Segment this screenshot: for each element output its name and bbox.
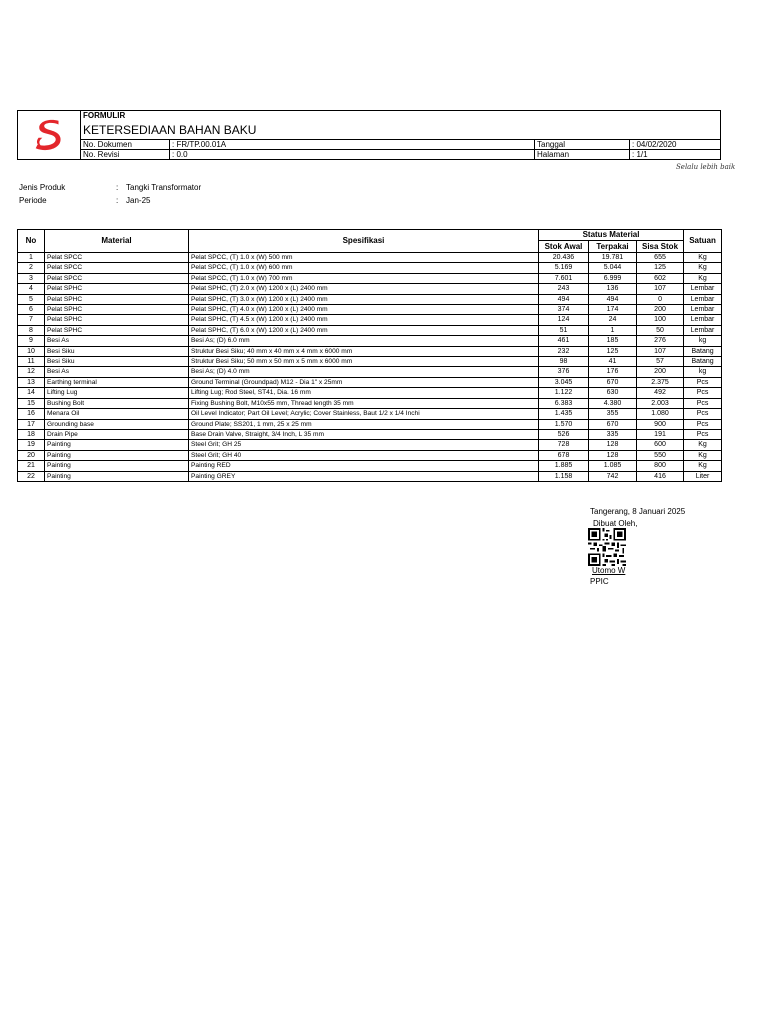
cell-stok-awal: 1.122	[539, 388, 589, 398]
cell-material: Pelat SPCC	[45, 273, 189, 283]
cell-spesifikasi: Pelat SPCC, (T) 1.0 x (W) 700 mm	[189, 273, 539, 283]
cell-no: 20	[18, 450, 45, 460]
cell-satuan: Lembar	[684, 294, 722, 304]
cell-material: Drain Pipe	[45, 429, 189, 439]
cell-stok-awal: 243	[539, 284, 589, 294]
date-value: : 04/02/2020	[630, 140, 721, 150]
table-row	[18, 367, 722, 377]
form-label: FORMULIR	[81, 111, 721, 121]
cell-material: Pelat SPHC	[45, 294, 189, 304]
cell-satuan: Pcs	[684, 398, 722, 408]
rev-value: : 0.0	[170, 150, 535, 160]
cell-sisa-stok: 57	[637, 357, 684, 367]
cell-material: Pelat SPHC	[45, 284, 189, 294]
cell-terpakai: 136	[589, 284, 637, 294]
cell-terpakai: 125	[589, 346, 637, 356]
cell-terpakai: 176	[589, 367, 637, 377]
cell-terpakai: 4.380	[589, 398, 637, 408]
cell-sisa-stok: 107	[637, 284, 684, 294]
cell-material: Grounding base	[45, 419, 189, 429]
cell-stok-awal: 7.601	[539, 273, 589, 283]
cell-material: Painting	[45, 461, 189, 471]
cell-terpakai: 19.781	[589, 253, 637, 263]
cell-spesifikasi: Oil Level Indicator; Part Oil Level; Acrylic; Cover Stainless, Baut 1/2 x 1/4 Inchi	[189, 409, 539, 419]
cell-sisa-stok: 107	[637, 346, 684, 356]
cell-material: Painting	[45, 471, 189, 481]
product-value: Tangki Transformator	[126, 183, 202, 192]
cell-material: Besi Siku	[45, 346, 189, 356]
cell-spesifikasi: Besi As; (D) 4.0 mm	[189, 367, 539, 377]
cell-no: 8	[18, 325, 45, 335]
cell-sisa-stok: 200	[637, 305, 684, 315]
cell-no: 15	[18, 398, 45, 408]
cell-no: 1	[18, 253, 45, 263]
cell-material: Besi As	[45, 367, 189, 377]
col-header-satuan: Satuan	[684, 230, 722, 253]
company-s-logo-icon	[30, 115, 68, 153]
cell-sisa-stok: 550	[637, 450, 684, 460]
cell-terpakai: 742	[589, 471, 637, 481]
cell-terpakai: 174	[589, 305, 637, 315]
cell-terpakai: 335	[589, 429, 637, 439]
table-row	[18, 409, 722, 419]
table-row	[18, 346, 722, 356]
cell-spesifikasi: Base Drain Valve, Straight, 3/4 Inch, L 35 mm	[189, 429, 539, 439]
cell-material: Besi Siku	[45, 357, 189, 367]
cell-stok-awal: 124	[539, 315, 589, 325]
cell-satuan: Pcs	[684, 419, 722, 429]
cell-sisa-stok: 900	[637, 419, 684, 429]
doc-no-label: No. Dokumen	[81, 140, 170, 150]
cell-spesifikasi: Pelat SPHC, (T) 2.0 x (W) 1200 x (L) 2400 mm	[189, 284, 539, 294]
col-header-no: No	[18, 230, 45, 253]
cell-spesifikasi: Pelat SPCC, (T) 1.0 x (W) 500 mm	[189, 253, 539, 263]
cell-satuan: kg	[684, 367, 722, 377]
table-row	[18, 419, 722, 429]
cell-spesifikasi: Pelat SPHC, (T) 3.0 x (W) 1200 x (L) 2400 mm	[189, 294, 539, 304]
table-row	[18, 294, 722, 304]
cell-spesifikasi: Pelat SPHC, (T) 4.0 x (W) 1200 x (L) 2400 mm	[189, 305, 539, 315]
cell-sisa-stok: 200	[637, 367, 684, 377]
cell-spesifikasi: Struktur Besi Siku; 40 mm x 40 mm x 4 mm x 6000 mm	[189, 346, 539, 356]
cell-satuan: Lembar	[684, 284, 722, 294]
cell-satuan: Lembar	[684, 305, 722, 315]
made-by-label: Dibuat Oleh,	[593, 519, 638, 528]
cell-sisa-stok: 2.003	[637, 398, 684, 408]
cell-stok-awal: 678	[539, 450, 589, 460]
cell-material: Pelat SPHC	[45, 305, 189, 315]
cell-spesifikasi: Pelat SPHC, (T) 4.5 x (W) 1200 x (L) 2400 mm	[189, 315, 539, 325]
cell-terpakai: 630	[589, 388, 637, 398]
period-value: Jan-25	[126, 196, 151, 205]
cell-stok-awal: 1.885	[539, 461, 589, 471]
cell-terpakai: 494	[589, 294, 637, 304]
cell-satuan: Kg	[684, 273, 722, 283]
table-row	[18, 336, 722, 346]
place-date: Tangerang, 8 Januari 2025	[590, 507, 686, 516]
motto-text: Selalu lebih baik	[676, 163, 736, 171]
cell-satuan: Pcs	[684, 377, 722, 387]
cell-stok-awal: 494	[539, 294, 589, 304]
cell-material: Besi As	[45, 336, 189, 346]
cell-sisa-stok: 416	[637, 471, 684, 481]
table-row	[18, 429, 722, 439]
table-row	[18, 263, 722, 273]
cell-material: Pelat SPHC	[45, 315, 189, 325]
cell-satuan: Kg	[684, 461, 722, 471]
cell-sisa-stok: 191	[637, 429, 684, 439]
cell-stok-awal: 526	[539, 429, 589, 439]
cell-stok-awal: 20.436	[539, 253, 589, 263]
cell-spesifikasi: Pelat SPHC, (T) 6.0 x (W) 1200 x (L) 2400 mm	[189, 325, 539, 335]
cell-spesifikasi: Pelat SPCC, (T) 1.0 x (W) 600 mm	[189, 263, 539, 273]
cell-no: 17	[18, 419, 45, 429]
table-row	[18, 377, 722, 387]
cell-stok-awal: 1.435	[539, 409, 589, 419]
product-colon: :	[116, 183, 119, 192]
cell-sisa-stok: 0	[637, 294, 684, 304]
material-table	[17, 229, 722, 482]
cell-no: 11	[18, 357, 45, 367]
cell-spesifikasi: Ground Plate; SS201, 1 mm, 25 x 25 mm	[189, 419, 539, 429]
cell-satuan: Batang	[684, 346, 722, 356]
cell-sisa-stok: 125	[637, 263, 684, 273]
cell-stok-awal: 98	[539, 357, 589, 367]
cell-material: Pelat SPCC	[45, 253, 189, 263]
cell-stok-awal: 728	[539, 440, 589, 450]
cell-terpakai: 355	[589, 409, 637, 419]
cell-material: Bushing Bolt	[45, 398, 189, 408]
cell-satuan: Kg	[684, 450, 722, 460]
cell-stok-awal: 51	[539, 325, 589, 335]
cell-material: Earthing terminal	[45, 377, 189, 387]
col-header-spesifikasi: Spesifikasi	[189, 230, 539, 253]
cell-stok-awal: 461	[539, 336, 589, 346]
cell-sisa-stok: 1.080	[637, 409, 684, 419]
cell-satuan: Lembar	[684, 315, 722, 325]
cell-no: 14	[18, 388, 45, 398]
cell-spesifikasi: Steel Grit; GH 40	[189, 450, 539, 460]
cell-stok-awal: 374	[539, 305, 589, 315]
cell-sisa-stok: 50	[637, 325, 684, 335]
cell-satuan: Liter	[684, 471, 722, 481]
cell-terpakai: 24	[589, 315, 637, 325]
page-label: Halaman	[535, 150, 630, 160]
cell-sisa-stok: 492	[637, 388, 684, 398]
cell-no: 12	[18, 367, 45, 377]
cell-spesifikasi: Ground Terminal (Groundpad) M12 - Dia 1" x 25mm	[189, 377, 539, 387]
cell-no: 13	[18, 377, 45, 387]
col-header-status-material: Status Material	[539, 230, 684, 241]
col-header-terpakai: Terpakai	[589, 241, 637, 253]
cell-no: 2	[18, 263, 45, 273]
cell-terpakai: 670	[589, 419, 637, 429]
rev-label: No. Revisi	[81, 150, 170, 160]
cell-terpakai: 185	[589, 336, 637, 346]
qr-code-icon	[588, 528, 626, 566]
cell-no: 18	[18, 429, 45, 439]
cell-satuan: Kg	[684, 263, 722, 273]
cell-no: 7	[18, 315, 45, 325]
cell-no: 4	[18, 284, 45, 294]
table-row	[18, 325, 722, 335]
period-label: Periode	[19, 196, 47, 205]
cell-stok-awal: 1.158	[539, 471, 589, 481]
doc-no-value: : FR/TP.00.01A	[170, 140, 535, 150]
cell-terpakai: 128	[589, 450, 637, 460]
cell-satuan: Batang	[684, 357, 722, 367]
table-body	[18, 253, 722, 482]
cell-spesifikasi: Painting RED	[189, 461, 539, 471]
logo-cell	[18, 111, 81, 160]
table-row	[18, 398, 722, 408]
page-title: KETERSEDIAAN BAHAN BAKU	[81, 121, 721, 140]
cell-material: Painting	[45, 450, 189, 460]
table-row	[18, 273, 722, 283]
date-label: Tanggal	[535, 140, 630, 150]
cell-terpakai: 6.999	[589, 273, 637, 283]
cell-terpakai: 128	[589, 440, 637, 450]
cell-no: 21	[18, 461, 45, 471]
col-header-material: Material	[45, 230, 189, 253]
table-row	[18, 450, 722, 460]
period-colon: :	[116, 196, 119, 205]
cell-satuan: Pcs	[684, 388, 722, 398]
cell-material: Pelat SPHC	[45, 325, 189, 335]
cell-sisa-stok: 800	[637, 461, 684, 471]
cell-satuan: kg	[684, 336, 722, 346]
table-row	[18, 305, 722, 315]
cell-stok-awal: 232	[539, 346, 589, 356]
cell-terpakai: 5.044	[589, 263, 637, 273]
cell-sisa-stok: 276	[637, 336, 684, 346]
cell-terpakai: 1	[589, 325, 637, 335]
cell-terpakai: 41	[589, 357, 637, 367]
cell-material: Lifting Lug	[45, 388, 189, 398]
signer-name: Utomo W	[592, 566, 626, 575]
form-header	[17, 110, 721, 160]
col-header-sisa-stok: Sisa Stok	[637, 241, 684, 253]
table-row	[18, 284, 722, 294]
col-header-stok-awal: Stok Awal	[539, 241, 589, 253]
cell-satuan: Pcs	[684, 409, 722, 419]
cell-no: 3	[18, 273, 45, 283]
cell-no: 22	[18, 471, 45, 481]
cell-material: Menara Oil	[45, 409, 189, 419]
page-value: : 1/1	[630, 150, 721, 160]
cell-satuan: Pcs	[684, 429, 722, 439]
cell-no: 9	[18, 336, 45, 346]
table-row	[18, 253, 722, 263]
cell-material: Painting	[45, 440, 189, 450]
cell-spesifikasi: Fixing Bushing Bolt, M10x55 mm, Thread length 35 mm	[189, 398, 539, 408]
cell-no: 19	[18, 440, 45, 450]
cell-spesifikasi: Painting GREY	[189, 471, 539, 481]
cell-no: 16	[18, 409, 45, 419]
cell-no: 5	[18, 294, 45, 304]
cell-spesifikasi: Struktur Besi Siku; 50 mm x 50 mm x 5 mm x 6000 mm	[189, 357, 539, 367]
cell-stok-awal: 5.169	[539, 263, 589, 273]
cell-sisa-stok: 602	[637, 273, 684, 283]
cell-terpakai: 1.085	[589, 461, 637, 471]
cell-spesifikasi: Steel Grit; GH 25	[189, 440, 539, 450]
table-row	[18, 440, 722, 450]
table-row	[18, 315, 722, 325]
cell-terpakai: 670	[589, 377, 637, 387]
cell-sisa-stok: 100	[637, 315, 684, 325]
cell-satuan: Kg	[684, 253, 722, 263]
cell-no: 6	[18, 305, 45, 315]
product-label: Jenis Produk	[19, 183, 66, 192]
cell-sisa-stok: 655	[637, 253, 684, 263]
cell-spesifikasi: Besi As; (D) 6.0 mm	[189, 336, 539, 346]
cell-stok-awal: 1.570	[539, 419, 589, 429]
cell-sisa-stok: 600	[637, 440, 684, 450]
cell-material: Pelat SPCC	[45, 263, 189, 273]
cell-satuan: Lembar	[684, 325, 722, 335]
table-row	[18, 388, 722, 398]
cell-stok-awal: 3.045	[539, 377, 589, 387]
cell-no: 10	[18, 346, 45, 356]
cell-sisa-stok: 2.375	[637, 377, 684, 387]
cell-stok-awal: 376	[539, 367, 589, 377]
table-row	[18, 461, 722, 471]
cell-satuan: Kg	[684, 440, 722, 450]
cell-spesifikasi: Lifting Lug; Rod Steel, ST41, Dia. 16 mm	[189, 388, 539, 398]
cell-stok-awal: 6.383	[539, 398, 589, 408]
signer-role: PPIC	[590, 577, 609, 586]
table-row	[18, 471, 722, 481]
table-row	[18, 357, 722, 367]
